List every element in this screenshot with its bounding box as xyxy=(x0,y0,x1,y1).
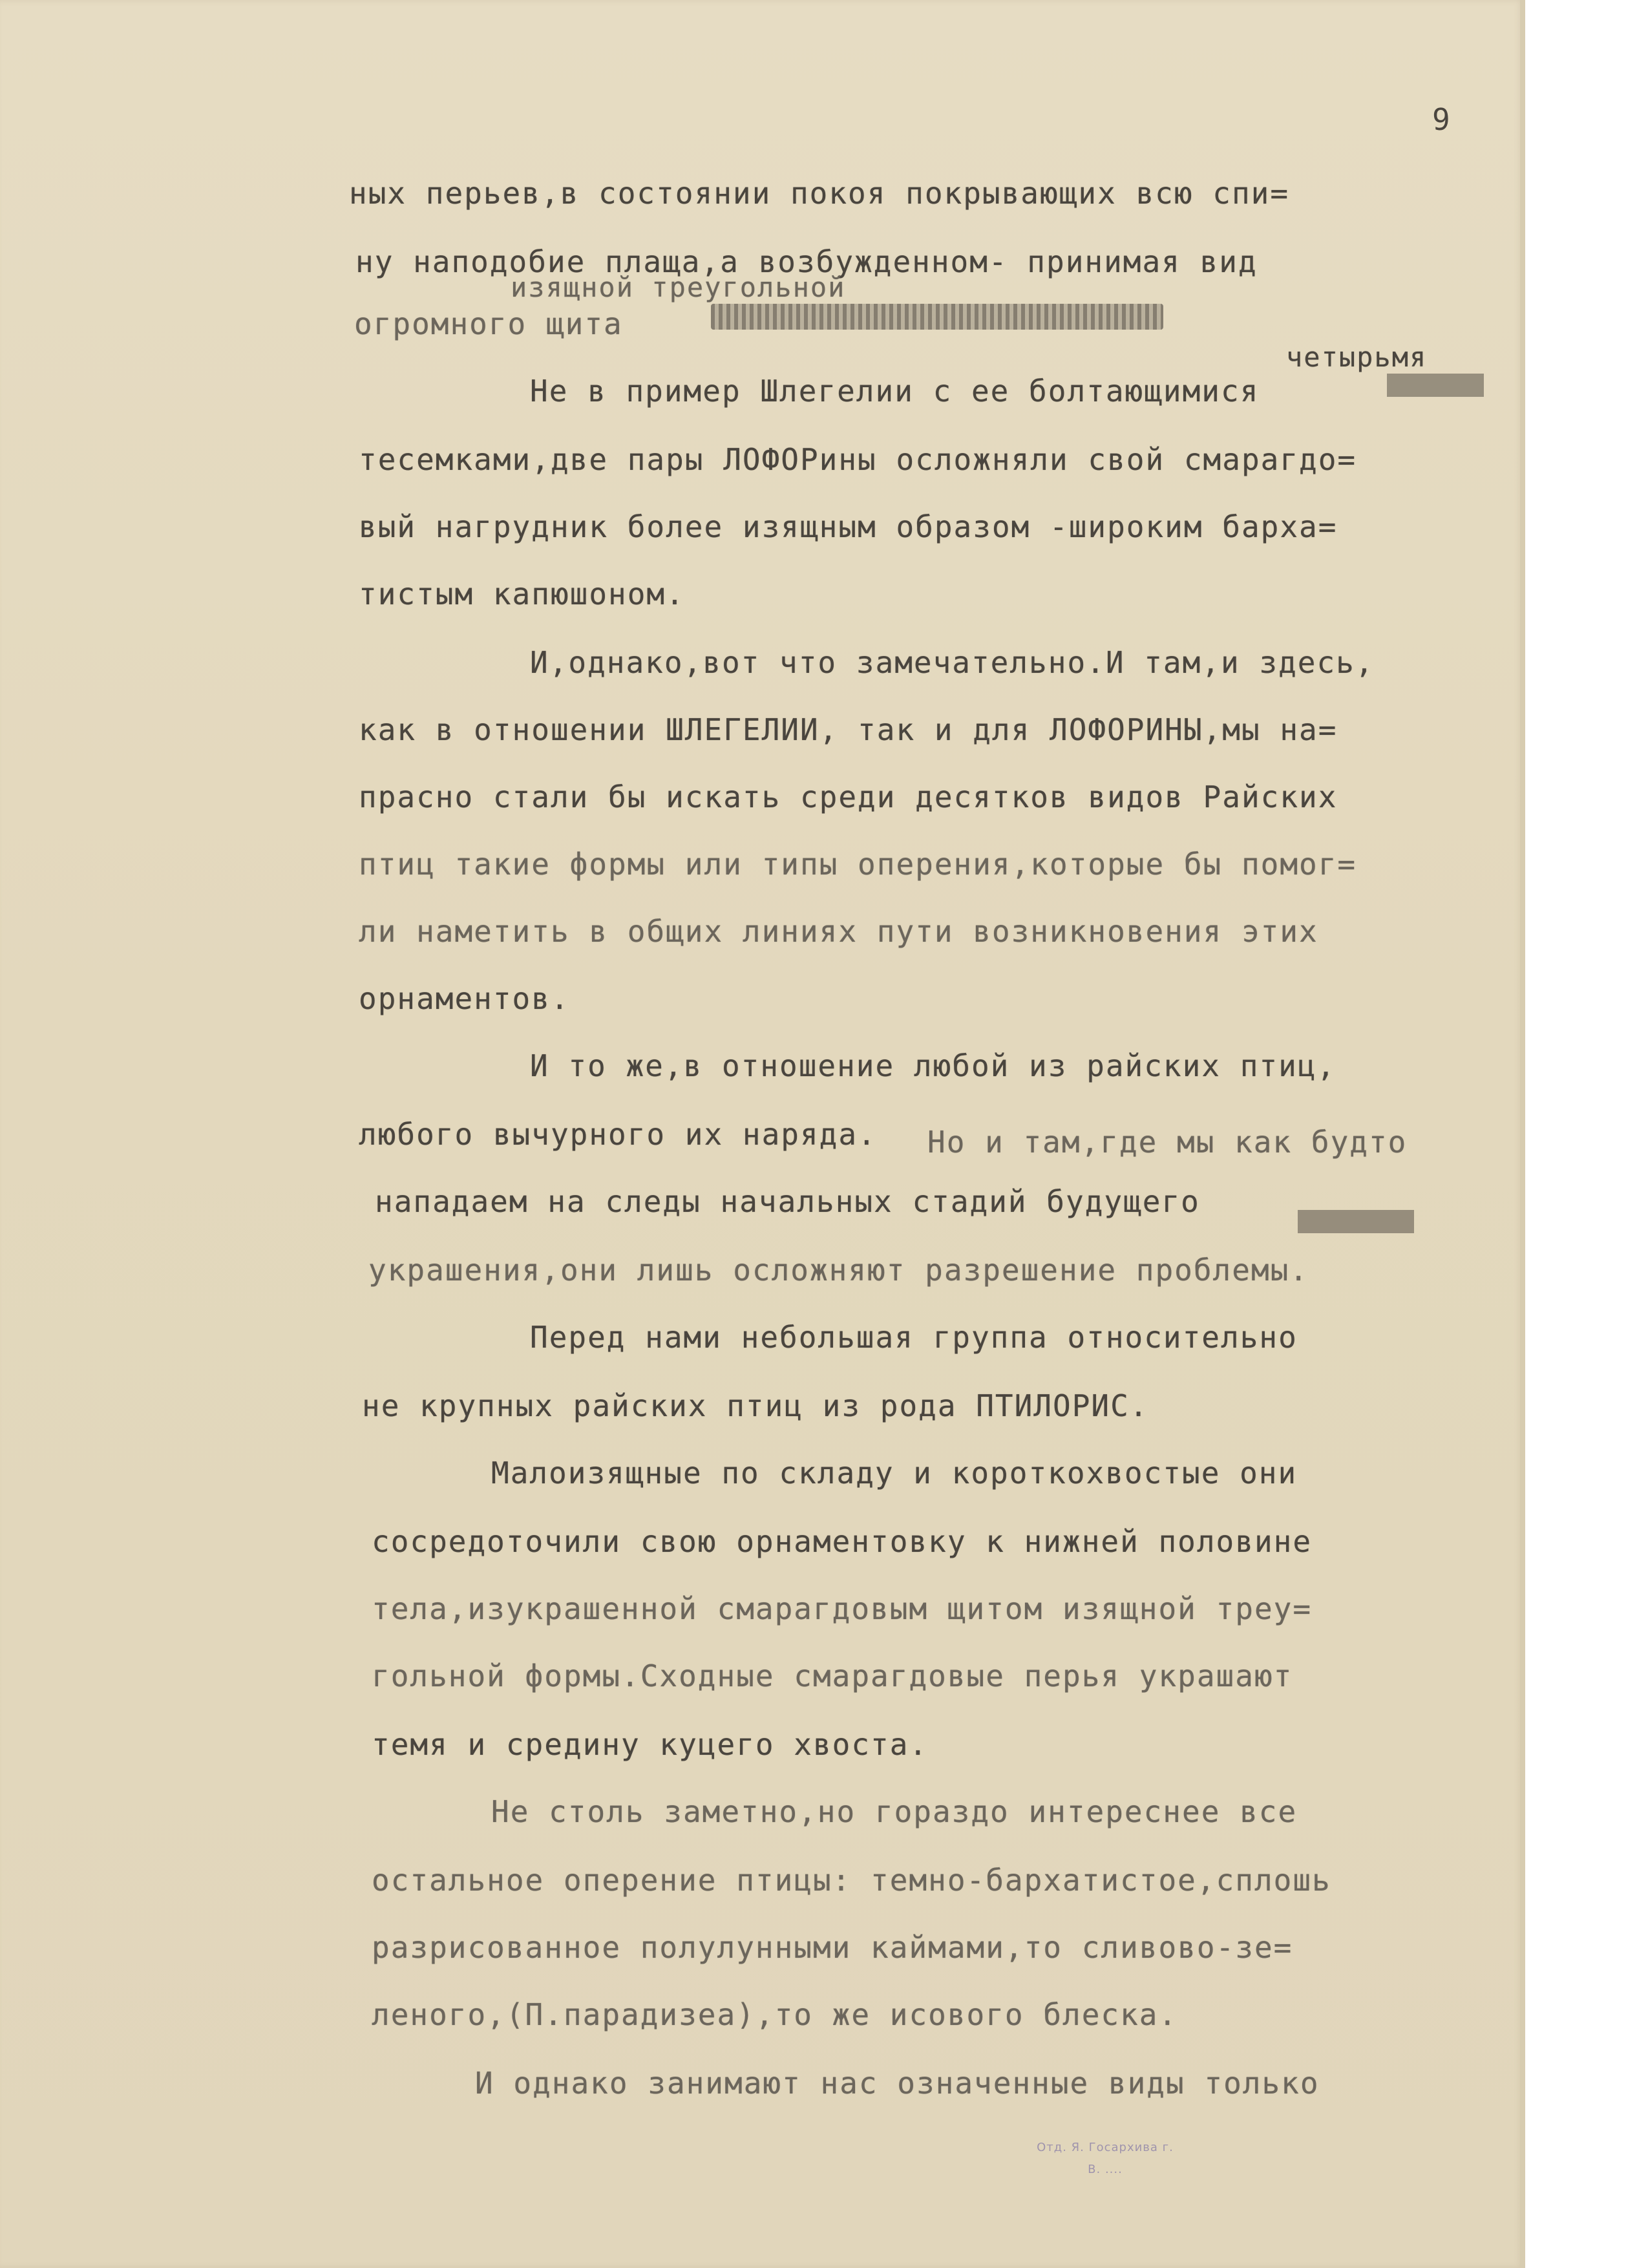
text-line: украшения,они лишь осложняют разрешение проблемы. xyxy=(368,1253,1309,1288)
stamp-line: В. .... xyxy=(1088,2163,1123,2176)
text-line: птиц такие формы или типы оперения,которые бы помог= xyxy=(359,847,1357,882)
interlinear-insertion: четырьмя xyxy=(1286,341,1428,373)
text-line: не крупных райских птиц из рода ПТИЛОРИС. xyxy=(362,1388,1149,1423)
typed-overstrike xyxy=(1387,374,1484,397)
text-line: любого вычурного их наряда. xyxy=(359,1117,877,1152)
text-line: разрисованное полулунными каймами,то сливово-зе= xyxy=(372,1930,1293,1965)
stamp-line: Отд. Я. Госархива г. xyxy=(1037,2141,1174,2154)
text-line: ли наметить в общих линиях пути возникновения этих xyxy=(359,914,1318,949)
text-line: И то же,в отношение любой из райских птиц, xyxy=(530,1048,1336,1083)
text-line: тистым капюшоном. xyxy=(359,577,685,611)
text-line: орнаментов. xyxy=(359,981,570,1016)
text-line: остальное оперение птицы: темно-бархатистое,сплошь xyxy=(372,1863,1331,1898)
archive-stamp xyxy=(1008,2137,1202,2195)
text-line: как в отношении ШЛЕГЕЛИИ, так и для ЛОФОРИНЫ,мы на= xyxy=(359,712,1338,747)
text-line: тела,изукрашенной смарагдовым щитом изящной треу= xyxy=(372,1591,1313,1626)
text-line: Не в пример Шлегелии с ее болтающимися xyxy=(530,374,1260,408)
interlinear-insertion: изящной треугольной xyxy=(511,271,846,303)
text-line: темя и средину куцего хвоста. xyxy=(372,1727,929,1762)
text-line: Не столь заметно,но гораздо интереснее все xyxy=(491,1794,1298,1829)
text-line: И однако занимают нас означенные виды только xyxy=(475,2066,1320,2101)
text-line: вый нагрудник более изящным образом -широким барха= xyxy=(359,509,1338,544)
text-line: леного,(П.парадизеа),то же исового блеска. xyxy=(372,1997,1178,2032)
text-line: прасно стали бы искать среди десятков видов Райских xyxy=(359,779,1338,814)
typed-overstrike xyxy=(711,304,1163,330)
text-line: сосредоточили свою орнаментовку к нижней половине xyxy=(372,1524,1313,1559)
text-line: ну наподобие плаща,а возбужденном- принимая вид xyxy=(355,244,1258,279)
text-line: И,однако,вот что замечательно.И там,и здесь, xyxy=(530,645,1375,680)
page-number: 9 xyxy=(1432,102,1452,137)
typed-overstrike xyxy=(1298,1210,1414,1233)
text-line: огромного щита xyxy=(354,306,623,341)
text-line: Малоизящные по складу и короткохвостые они xyxy=(491,1456,1298,1490)
text-line: гольной формы.Сходные смарагдовые перья украшают xyxy=(372,1659,1293,1693)
text-line: Перед нами небольшая группа относительно xyxy=(530,1320,1298,1355)
text-line: тесемками,две пары ЛОФОРины осложняли свой смарагдо= xyxy=(359,442,1357,477)
text-line: Но и там,где мы как будто xyxy=(927,1125,1408,1160)
text-line: ных перьев,в состоянии покоя покрывающих всю спи= xyxy=(349,176,1290,211)
text-line: нападаем на следы начальных стадий будущего xyxy=(375,1184,1200,1219)
